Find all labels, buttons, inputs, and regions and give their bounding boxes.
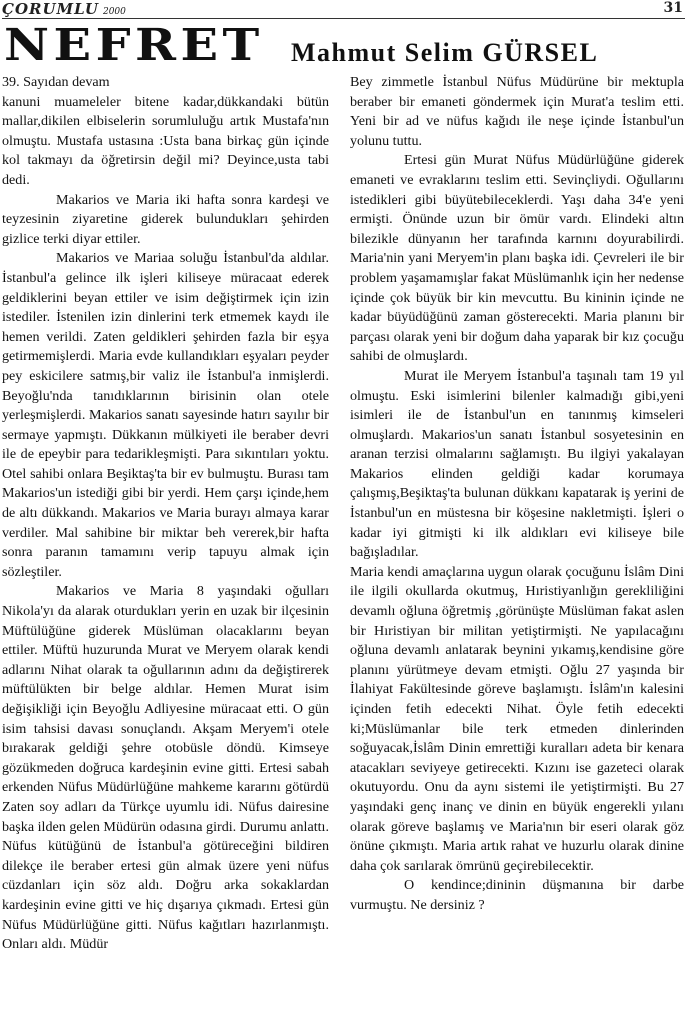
right-column [350, 73, 684, 916]
paragraph: 39. Sayıdan devam [2, 74, 110, 90]
left-column [2, 73, 329, 955]
magazine-title: ÇORUMLU [2, 0, 99, 18]
header-rule [2, 18, 685, 19]
paragraph: kanuni muameleler bitene kadar,dükkandaki bütün mallar,dikilen elbiselerin sorumluluğu artık Mustafa'nın olmuştu. Mustafa ustasına :Usta bana birkaç gün içinde kol takmayı da öğretirsin değil mi? Deyince,usta tabi dedi. [2, 93, 329, 188]
article-title: NEFRET [4, 20, 264, 71]
page-number: 31 [663, 0, 683, 16]
magazine-year: 2000 [102, 7, 126, 17]
article-author: Mahmut Selim GÜRSEL [291, 38, 599, 67]
paragraph: Maria kendi amaçlarına uygun olarak çocuğunu İslâm Dini ile ilgili okullarda okutmuş, Hıristiyanlığın gerekliliğini devamlı oğluna öğretmiş ,görünüşte Müslüman fakat aslen bir Hıristiyan bir militan yetiştirmişti. Ne yapılacağını oğluna devamlı anlatarak beynini yıkamış,kendisine göre planını yürütmeye devam etmişti. Oğlu 27 yaşında bir İlahiyat Fakültesinde göreve başlamıştı. İslâm'ın kalesini içinden fetih edecekti Nihat. Öyle fetih edecekti ki;Müslümanlar bile terk etmeden dinlerinden soğuyacak,İslâm Dinin emrettiği kuralları adeta bir kenara atacakları seviyeye getirecekti. Kızını ise gazeteci olarak okutuyordu. Onu da aynı sistemi ile yetiştirmişti. Bu 27 yaşındaki genç inanç ve dinin en büyük engerekli yılanı olarak göreve başlamış ve Maria'nın bir eseri olarak göz önüne çıkmıştı. Maria artık rahat ve huzurlu olarak dinine daha çok sarılarak ömrünü geçirebilecektir. [350, 563, 684, 874]
paragraph: Makarios ve Maria iki hafta sonra kardeşi ve teyzesinin ziyaretine giderek bulundukları şehirden gizlice terki diyar ettiler. [2, 191, 329, 247]
magazine-name [2, 0, 126, 18]
paragraph: Makarios ve Mariaa soluğu İstanbul'da aldılar. İstanbul'a gelince ilk işleri kiliseye müracaat ederek geldiklerini beyan ettiler ve isim değiştirmek için izin istediler. İstenilen izin dinlerini terk etmemek kaydı ile hemen verildi. Zaten geldikleri şehirden fazla bir eşya getirmemişlerdi. Maria evde kullandıkları eşyaları peyder pey eskicilere satmış,bir valiz ile İstanbul'a inmişlerdi. Beyoğlu'nda tanıdıklarının birisinin olan otele yerleşmişlerdi. Makarios sanatı sayesinde hatırı sayılır bir sermaye yapmıştı. Dükkanın mülkiyeti ile beraber devri ile de epeybir para tedarikleşmişti. Para sıkıntıları yoktu. Otel sahibi onlara Beşiktaş'ta bir ev bulmuştu. Burası tam Makarios'un istediği gibi bir yerdi. Hem çarşı içinde,hem de altı dükkandı. Makarios ve Maria burayı almaya karar verdiler. Mal sahibine bir miktar beh vererek,bir hafta sonra paranın tamamını verip tapuyu almak için sözleştiler. [2, 250, 329, 580]
paragraph: Makarios ve Maria 8 yaşındaki oğulları Nikola'yı da alarak oturdukları yerin en uzak bir ilçesinin Müftülüğüne giderek Müslüman olacaklarını beyan ettiler. Müftü huzurunda Murat ve Meryem olarak kendi adlarını Nihat olarak ta oğullarının adını da değiştirerek müftülükten bir belge aldılar. Hemen Murat isim değişikliği için Beyoğlu Adliyesine müracaat etti. O gün isim tahsisi davası sonuçlandı. Akşam Meryem'i otele bırakarak geldiği şehre otobüsle döndü. Kimseye gözükmeden doğruca kardeşinin evine gitti. Ertesi sabah erkenden Nüfus Müdürlüğüne mahkeme kararını götürdü Zaten soy adları da Türkçe uyumlu idi. Nüfus dairesine başka ilden gelen Müdürün odasına girdi. Durumu anlattı. Nüfus kütüğünü de İstanbul'a götüreceğini bildiren dilekçe ile beraber ertesi gün almak üzere yeni nüfus cüzdanları için söz aldı. Doğru arka sokaklardan kardeşinin evine gitti ve hiç dışarıya çıkmadı. Ertesi gün Nüfus Müdürlüğüne gitti. Nüfus kağıtları hazırlanmıştı. Onları aldı. Müdür [2, 583, 329, 953]
paragraph: Murat ile Meryem İstanbul'a taşınalı tam 19 yıl olmuştu. Eski isimlerini bilenler kalmadığı gibi,yeni isimleri ile de İstanbul'un en tanınmış kimseleri olmuşlardı. Makarios'un sanatı İstanbul sosyetesinin en aranan terzisi olmalarını sağlamıştı. Bu ilgiyi yakalayan Makarios elinden geldiği kadar korumaya çalışmış,Beşiktaş'ta bulunan dükkanı kapatarak iş yerini de İstanbul'un en müstesna bir köşesine nakletmişti. İşleri o kadar iyi gitmişti ki ilk aldıkları evi kiliseye bile bağışladılar. [350, 367, 684, 561]
paragraph: Bey zimmetle İstanbul Nüfus Müdürüne bir mektupla beraber bir emaneti göndermek için Murat'a teslim etti. Yeni bir ad ve nüfus kağıdı ile neşe içinde İstanbul'un yolunu tuttu. [350, 74, 684, 149]
page-header [0, 0, 687, 20]
paragraph: Ertesi gün Murat Nüfus Müdürlüğüne giderek emaneti ve evraklarını teslim etti. Sevinçliydi. Oğullarını istedikleri gibi büyütebileceklerdi. Yaşı daha 34'e yeni ermişti. Önünde uzun bir ömür vardı. Elindeki altın bilezikle dünyanın her tarafında karnını doyurabilirdi. Maria'nin yani Meryem'in planı başka idi. Çevreleri ile bir problem yaşamamışlar fakat Müslümanlık için her nedense içinde çok büyük bir kin mevcuttu. Bu kininin içinde ne kadar büyüdüğünü zaman gösterecekti. Maria planını bir parçası olarak yeni bir doğum daha yaparak bir kız çocuğu sahibi de olmuşlardı. [350, 152, 684, 365]
paragraph: O kendince;dininin düşmanına bir darbe vurmuştu. Ne dersiniz ? [350, 877, 684, 913]
